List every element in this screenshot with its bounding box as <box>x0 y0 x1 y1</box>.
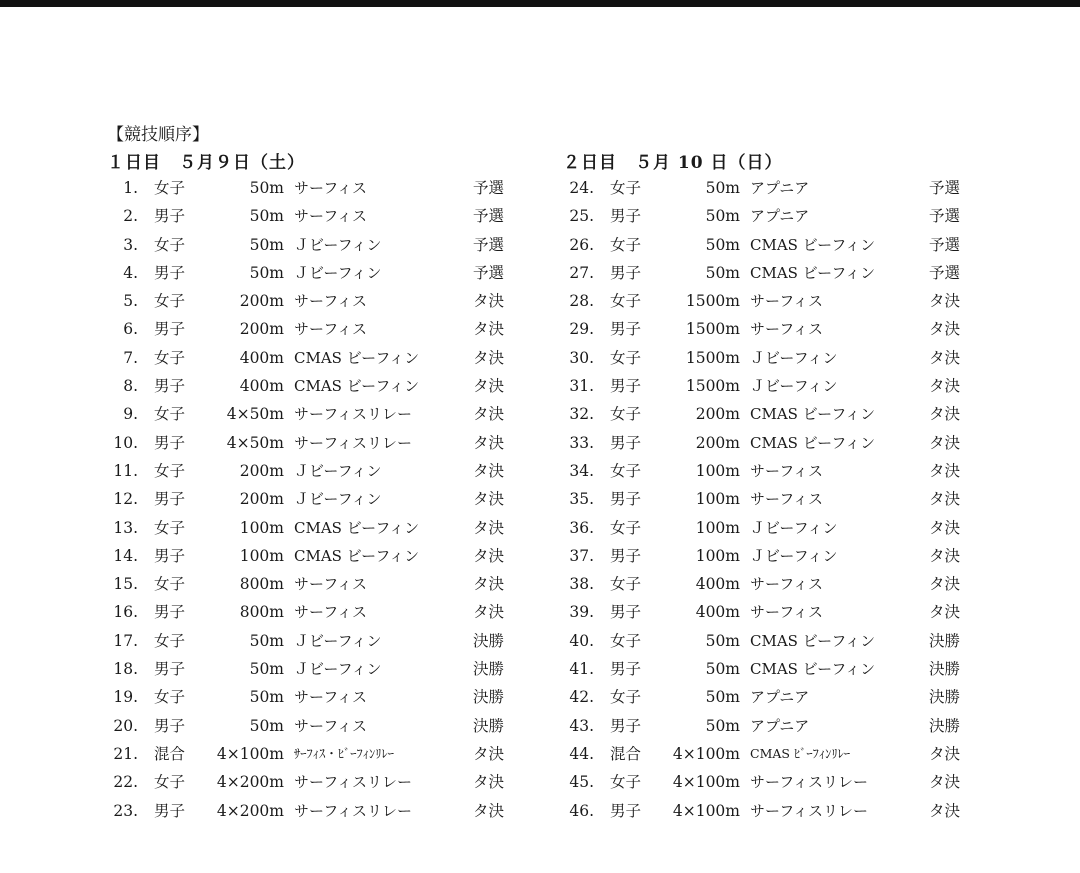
event-gender: 女子 <box>610 235 642 254</box>
event-distance: 50m <box>705 179 740 197</box>
event-name: CMAS ビーフィン <box>750 405 876 424</box>
event-row <box>110 174 570 202</box>
event-name: CMAS ビーフィン <box>750 631 876 650</box>
event-round: 予選 <box>473 207 505 226</box>
event-round: 予選 <box>929 179 961 197</box>
event-gender: 女子 <box>154 292 186 311</box>
event-round: タ決 <box>473 292 505 311</box>
event-row <box>566 768 1026 796</box>
event-name: CMAS ビーフィン <box>294 518 420 537</box>
event-round: タ決 <box>929 490 961 509</box>
event-round: タ決 <box>473 433 505 452</box>
event-name: Ｊビーフィン <box>294 461 382 480</box>
event-gender: 男子 <box>154 660 186 679</box>
event-gender: 女子 <box>610 688 642 707</box>
event-distance: 50m <box>705 660 740 679</box>
event-number: 24. <box>569 179 594 197</box>
event-number: 20. <box>113 716 138 735</box>
event-number: 21. <box>113 744 138 763</box>
event-gender: 男子 <box>610 546 642 565</box>
event-round: タ決 <box>473 744 505 763</box>
event-gender: 女子 <box>610 405 642 424</box>
event-round: タ決 <box>473 575 505 594</box>
event-gender: 男子 <box>610 603 642 622</box>
event-row <box>110 712 570 740</box>
event-number: 13. <box>113 518 138 537</box>
event-row <box>566 485 1026 513</box>
event-name: アプニア <box>750 179 810 197</box>
event-number: 31. <box>569 377 594 396</box>
event-number: 46. <box>569 801 594 820</box>
event-number: 42. <box>569 688 594 707</box>
event-round: タ決 <box>473 801 505 820</box>
event-row <box>110 598 570 626</box>
event-gender: 男子 <box>154 603 186 622</box>
event-row <box>110 429 570 457</box>
event-distance: 50m <box>249 688 284 707</box>
event-number: 44. <box>569 744 594 763</box>
event-number: 34. <box>569 461 594 480</box>
event-gender: 女子 <box>154 235 186 254</box>
event-name: CMAS ビーフィン <box>750 263 876 282</box>
day2-event-list <box>566 174 1026 825</box>
event-name: アプニア <box>750 688 810 707</box>
event-gender: 男子 <box>610 263 642 282</box>
event-round: タ決 <box>929 433 961 452</box>
event-name: Ｊビーフィン <box>750 546 838 565</box>
event-row <box>566 259 1026 287</box>
event-round: 予選 <box>929 235 961 254</box>
event-name: サーフィスリレー <box>294 773 413 792</box>
event-row <box>566 174 1026 202</box>
event-gender: 男子 <box>154 490 186 509</box>
event-name: サーフィス <box>294 575 368 594</box>
event-number: 43. <box>569 716 594 735</box>
event-distance: 1500m <box>685 320 740 339</box>
event-gender: 女子 <box>154 773 186 792</box>
event-distance: 50m <box>705 631 740 650</box>
event-number: 22. <box>113 773 138 792</box>
event-distance: 50m <box>249 631 284 650</box>
event-round: 決勝 <box>929 688 961 707</box>
event-distance: 800m <box>239 603 284 622</box>
event-number: 38. <box>569 575 594 594</box>
event-distance: 50m <box>249 660 284 679</box>
event-gender: 男子 <box>610 433 642 452</box>
event-gender: 女子 <box>610 292 642 311</box>
event-round: タ決 <box>929 292 961 311</box>
event-name: CMAS ビーフィン <box>294 377 420 396</box>
event-distance: 100m <box>695 490 740 509</box>
event-number: 3. <box>123 235 138 254</box>
document-heading: 【競技順序】 <box>107 125 209 145</box>
event-row <box>566 627 1026 655</box>
event-number: 26. <box>569 235 594 254</box>
event-number: 36. <box>569 518 594 537</box>
event-distance: 200m <box>239 292 284 311</box>
event-distance: 400m <box>695 575 740 594</box>
event-name: サーフィス <box>750 292 824 311</box>
event-round: タ決 <box>929 348 961 367</box>
event-number: 37. <box>569 546 594 565</box>
event-round: タ決 <box>473 546 505 565</box>
event-distance: 100m <box>239 546 284 565</box>
event-distance: 50m <box>705 235 740 254</box>
event-distance: 400m <box>695 603 740 622</box>
event-name: サーフィスリレー <box>294 801 413 820</box>
event-row <box>110 259 570 287</box>
event-name: サーフィス <box>294 292 368 311</box>
event-round: 決勝 <box>929 716 961 735</box>
event-gender: 女子 <box>610 773 642 792</box>
event-gender: 女子 <box>154 179 186 197</box>
event-gender: 女子 <box>610 348 642 367</box>
event-row <box>566 598 1026 626</box>
event-name: サーフィスリレー <box>750 801 869 820</box>
event-number: 40. <box>569 631 594 650</box>
event-gender: 男子 <box>610 801 642 820</box>
event-name: サーフィス <box>294 179 368 197</box>
event-number: 18. <box>113 660 138 679</box>
event-row <box>110 768 570 796</box>
event-row <box>110 485 570 513</box>
event-number: 14. <box>113 546 138 565</box>
event-name: Ｊビーフィン <box>294 235 382 254</box>
event-number: 27. <box>569 263 594 282</box>
event-row <box>566 287 1026 315</box>
event-row <box>110 287 570 315</box>
event-distance: 1500m <box>685 348 740 367</box>
event-row <box>566 570 1026 598</box>
event-round: 予選 <box>473 263 505 282</box>
event-round: タ決 <box>929 405 961 424</box>
event-name: Ｊビーフィン <box>750 518 838 537</box>
event-distance: 200m <box>239 320 284 339</box>
event-gender: 男子 <box>154 546 186 565</box>
event-row <box>110 372 570 400</box>
event-gender: 混合 <box>154 744 186 763</box>
event-round: タ決 <box>473 377 505 396</box>
event-round: タ決 <box>473 603 505 622</box>
event-number: 35. <box>569 490 594 509</box>
event-distance: 100m <box>695 546 740 565</box>
event-gender: 男子 <box>154 263 186 282</box>
event-name: サーフィス <box>750 320 824 339</box>
event-name: サーフィスリレー <box>750 773 869 792</box>
event-round: タ決 <box>929 575 961 594</box>
event-gender: 女子 <box>610 179 642 197</box>
event-number: 8. <box>123 377 138 396</box>
event-number: 16. <box>113 603 138 622</box>
event-row <box>566 315 1026 343</box>
event-round: 決勝 <box>929 660 961 679</box>
event-row <box>110 400 570 428</box>
event-number: 29. <box>569 320 594 339</box>
event-gender: 男子 <box>610 377 642 396</box>
event-name: サーフィス <box>294 207 368 226</box>
event-name: サーフィス <box>294 688 368 707</box>
event-gender: 混合 <box>610 744 642 763</box>
event-round: 予選 <box>929 207 961 226</box>
event-round: タ決 <box>929 603 961 622</box>
event-number: 2. <box>123 207 138 226</box>
event-number: 9. <box>123 405 138 424</box>
event-number: 15. <box>113 575 138 594</box>
event-gender: 女子 <box>154 575 186 594</box>
event-name: サーフィスリレー <box>294 405 413 424</box>
event-row <box>110 315 570 343</box>
event-name: CMAS ビーフィン <box>294 546 420 565</box>
event-distance: 4×50m <box>226 405 284 424</box>
event-distance: 1500m <box>685 377 740 396</box>
event-round: タ決 <box>473 490 505 509</box>
event-row <box>566 400 1026 428</box>
event-number: 17. <box>113 631 138 650</box>
event-row <box>110 344 570 372</box>
event-row <box>110 457 570 485</box>
event-number: 23. <box>113 801 138 820</box>
event-row <box>566 683 1026 711</box>
event-name: CMAS ビーフィン <box>294 348 420 367</box>
event-number: 4. <box>123 263 138 282</box>
event-distance: 4×200m <box>216 773 284 792</box>
event-distance: 200m <box>695 405 740 424</box>
event-row <box>566 740 1026 768</box>
event-number: 33. <box>569 433 594 452</box>
event-name: CMAS ビーフィン <box>750 433 876 452</box>
event-gender: 女子 <box>154 405 186 424</box>
event-round: タ決 <box>473 405 505 424</box>
day1-event-list <box>110 174 570 825</box>
event-distance: 4×100m <box>672 773 740 792</box>
event-gender: 女子 <box>154 631 186 650</box>
event-row <box>566 429 1026 457</box>
top-bar <box>0 0 1080 7</box>
event-distance: 50m <box>705 688 740 707</box>
event-row <box>110 683 570 711</box>
event-gender: 男子 <box>154 320 186 339</box>
event-round: 決勝 <box>473 688 505 707</box>
day1-title: １日目 ５月９日（土） <box>107 153 305 173</box>
event-gender: 女子 <box>610 518 642 537</box>
event-row <box>110 202 570 230</box>
event-number: 30. <box>569 348 594 367</box>
event-row <box>566 202 1026 230</box>
event-gender: 男子 <box>154 207 186 226</box>
event-distance: 50m <box>705 263 740 282</box>
event-distance: 4×100m <box>216 744 284 763</box>
event-row <box>110 627 570 655</box>
event-number: 10. <box>113 433 138 452</box>
event-gender: 女子 <box>610 631 642 650</box>
event-distance: 200m <box>239 461 284 480</box>
event-distance: 50m <box>249 207 284 226</box>
event-round: タ決 <box>929 744 961 763</box>
day2-title: ２日目 ５月 10 日（日） <box>563 153 783 173</box>
event-round: 決勝 <box>473 660 505 679</box>
event-row <box>566 231 1026 259</box>
event-name: Ｊビーフィン <box>294 660 382 679</box>
event-gender: 男子 <box>154 377 186 396</box>
event-round: タ決 <box>473 348 505 367</box>
event-name: Ｊビーフィン <box>294 631 382 650</box>
event-name: CMAS ビーフィン <box>750 235 876 254</box>
event-gender: 男子 <box>154 433 186 452</box>
event-round: タ決 <box>929 801 961 820</box>
event-gender: 女子 <box>154 461 186 480</box>
event-row <box>110 740 570 768</box>
event-number: 41. <box>569 660 594 679</box>
event-gender: 男子 <box>610 320 642 339</box>
event-name: CMAS ビーフィン <box>750 660 876 679</box>
event-name: サーフィス <box>294 320 368 339</box>
event-distance: 50m <box>705 207 740 226</box>
event-name: サーフィス <box>294 603 368 622</box>
event-round: 予選 <box>473 179 505 197</box>
event-row <box>566 655 1026 683</box>
event-name: サーフィス <box>750 461 824 480</box>
event-number: 6. <box>123 320 138 339</box>
event-round: タ決 <box>473 518 505 537</box>
event-gender: 女子 <box>154 688 186 707</box>
event-name: サーフィス <box>750 603 824 622</box>
event-number: 32. <box>569 405 594 424</box>
event-distance: 50m <box>249 263 284 282</box>
event-row <box>566 712 1026 740</box>
event-row <box>566 457 1026 485</box>
event-name: CMAS ﾋﾞｰﾌｨﾝﾘﾚｰ <box>750 745 851 761</box>
event-name: Ｊビーフィン <box>294 263 382 282</box>
event-gender: 男子 <box>610 716 642 735</box>
event-gender: 男子 <box>610 660 642 679</box>
event-number: 28. <box>569 292 594 311</box>
event-number: 5. <box>123 292 138 311</box>
event-row <box>110 542 570 570</box>
event-row <box>566 372 1026 400</box>
event-name: Ｊビーフィン <box>294 490 382 509</box>
event-row <box>566 542 1026 570</box>
event-number: 39. <box>569 603 594 622</box>
event-row <box>110 797 570 825</box>
event-distance: 100m <box>695 461 740 480</box>
event-distance: 50m <box>705 716 740 735</box>
event-round: 決勝 <box>929 631 961 650</box>
event-distance: 4×100m <box>672 744 740 763</box>
event-round: タ決 <box>473 461 505 480</box>
event-name: サーフィス <box>750 575 824 594</box>
event-name: アプニア <box>750 716 810 735</box>
event-gender: 女子 <box>154 348 186 367</box>
event-distance: 100m <box>239 518 284 537</box>
event-row <box>110 655 570 683</box>
event-gender: 男子 <box>610 490 642 509</box>
event-row <box>110 231 570 259</box>
event-number: 11. <box>113 461 138 480</box>
event-round: タ決 <box>929 377 961 396</box>
event-gender: 男子 <box>610 207 642 226</box>
event-row <box>566 514 1026 542</box>
event-round: タ決 <box>929 518 961 537</box>
event-distance: 200m <box>239 490 284 509</box>
event-number: 1. <box>123 179 138 197</box>
event-round: タ決 <box>929 546 961 565</box>
event-gender: 男子 <box>154 716 186 735</box>
event-name: Ｊビーフィン <box>750 348 838 367</box>
event-round: 予選 <box>929 263 961 282</box>
event-distance: 4×200m <box>216 801 284 820</box>
event-number: 45. <box>569 773 594 792</box>
event-number: 25. <box>569 207 594 226</box>
event-gender: 女子 <box>610 461 642 480</box>
event-round: 決勝 <box>473 716 505 735</box>
event-number: 19. <box>113 688 138 707</box>
event-name: サーフィス <box>294 716 368 735</box>
event-distance: 50m <box>249 716 284 735</box>
event-name: サーフィスリレー <box>294 433 413 452</box>
event-distance: 50m <box>249 235 284 254</box>
event-name: アプニア <box>750 207 810 226</box>
event-number: 7. <box>123 348 138 367</box>
event-round: 決勝 <box>473 631 505 650</box>
event-row <box>110 514 570 542</box>
event-gender: 女子 <box>610 575 642 594</box>
event-distance: 400m <box>239 348 284 367</box>
event-round: タ決 <box>473 773 505 792</box>
event-round: タ決 <box>929 773 961 792</box>
event-name: Ｊビーフィン <box>750 377 838 396</box>
event-name: ｻｰﾌｨｽ・ﾋﾞｰﾌｨﾝﾘﾚｰ <box>294 745 395 761</box>
event-gender: 女子 <box>154 518 186 537</box>
event-row <box>566 797 1026 825</box>
event-name: サーフィス <box>750 490 824 509</box>
event-round: タ決 <box>929 461 961 480</box>
event-row <box>566 344 1026 372</box>
event-distance: 4×100m <box>672 801 740 820</box>
event-distance: 4×50m <box>226 433 284 452</box>
event-gender: 男子 <box>154 801 186 820</box>
event-distance: 50m <box>249 179 284 197</box>
event-distance: 200m <box>695 433 740 452</box>
event-round: タ決 <box>929 320 961 339</box>
event-row <box>110 570 570 598</box>
event-distance: 1500m <box>685 292 740 311</box>
event-distance: 100m <box>695 518 740 537</box>
event-round: タ決 <box>473 320 505 339</box>
event-distance: 800m <box>239 575 284 594</box>
event-number: 12. <box>113 490 138 509</box>
event-distance: 400m <box>239 377 284 396</box>
event-round: 予選 <box>473 235 505 254</box>
